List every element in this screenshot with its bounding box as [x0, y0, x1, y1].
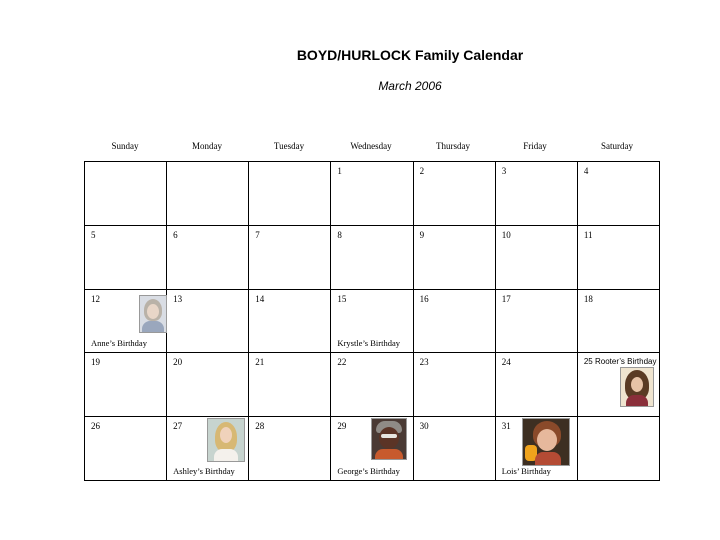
- day-cell: [496, 226, 578, 290]
- weekday-header: [84, 141, 660, 155]
- day-number: 15: [337, 293, 347, 304]
- day-cell: [249, 226, 331, 290]
- day-number: 19: [91, 357, 100, 368]
- day-number: 20: [173, 357, 183, 368]
- weekday-label: Saturday: [601, 141, 633, 151]
- george-photo: [371, 418, 407, 460]
- day-cell: [331, 290, 413, 354]
- day-number: 24: [501, 357, 511, 368]
- day-cell: [414, 353, 496, 417]
- weekday-label: Tuesday: [273, 141, 305, 151]
- day-number: 10: [501, 229, 511, 240]
- day-cell: [578, 290, 660, 354]
- day-cell: [578, 162, 660, 226]
- day-number: 7: [255, 229, 260, 240]
- day-number: 16: [419, 293, 429, 304]
- day-cell: [85, 417, 167, 481]
- weekday-label: Wednesday: [350, 141, 392, 151]
- day-cell: [85, 353, 167, 417]
- day-cell: [578, 417, 660, 481]
- day-number: 12: [91, 293, 100, 304]
- day-number: 28: [255, 421, 265, 432]
- day-cell: [496, 417, 578, 481]
- day-cell: [496, 290, 578, 354]
- weekday-label: Monday: [192, 141, 222, 151]
- birthday-note: Anne’s Birthday: [91, 338, 147, 349]
- day-cell: [496, 353, 578, 417]
- day-cell: [85, 162, 167, 226]
- day-cell: [167, 417, 249, 481]
- calendar-title: BOYD/HURLOCK Family Calendar: [296, 47, 524, 63]
- day-number: 4: [583, 166, 589, 176]
- day-number: 14: [255, 293, 265, 304]
- birthday-note: Ashley’s Birthday: [173, 465, 235, 476]
- day-cell: [167, 162, 249, 226]
- day-cell: [85, 290, 167, 354]
- day-cell: [249, 353, 331, 417]
- day-number: 27: [173, 421, 183, 432]
- day-cell: [249, 290, 331, 354]
- day-number: 26: [91, 421, 100, 432]
- weekday-label: Thursday: [436, 141, 470, 151]
- day-number: 6: [173, 229, 178, 240]
- day-cell: [578, 226, 660, 290]
- lois-photo: [522, 418, 570, 466]
- day-cell: [167, 290, 249, 354]
- day-cell: [85, 226, 167, 290]
- day-cell: [331, 353, 413, 417]
- day-number: 1: [337, 166, 342, 176]
- day-cell: [331, 226, 413, 290]
- day-number: 9: [419, 229, 425, 240]
- rooter-photo: [620, 367, 654, 407]
- weekday-label: Sunday: [111, 141, 139, 151]
- day-cell: [331, 417, 413, 481]
- day-cell: [249, 417, 331, 481]
- month-label: March 2006: [378, 79, 442, 93]
- day-number: 23: [419, 357, 429, 368]
- day-number: 13: [173, 293, 183, 304]
- calendar-grid: [84, 161, 660, 481]
- day-number: 31: [501, 421, 511, 432]
- day-number: 22: [337, 357, 347, 368]
- ashley-photo: [207, 418, 245, 462]
- day-cell: [167, 353, 249, 417]
- day-number: 5: [91, 229, 96, 240]
- day-cell: [414, 162, 496, 226]
- day-cell: [578, 353, 660, 417]
- day-cell: [167, 226, 249, 290]
- day-cell: [496, 162, 578, 226]
- day-number: 29: [337, 421, 347, 432]
- weekday-label: Friday: [523, 141, 547, 151]
- birthday-note: 25 Rooter’s Birthday: [583, 357, 657, 367]
- day-cell: [414, 417, 496, 481]
- day-cell: [414, 226, 496, 290]
- day-number: 17: [501, 293, 511, 304]
- day-number: 2: [419, 166, 425, 176]
- day-cell: [249, 162, 331, 226]
- day-number: 11: [583, 229, 593, 240]
- birthday-note: George’s Birthday: [337, 465, 400, 476]
- day-cell: [414, 290, 496, 354]
- day-number: 3: [501, 166, 507, 176]
- anne-photo: [139, 295, 167, 333]
- day-number: 8: [337, 229, 342, 240]
- birthday-note: Lois’ Birthday: [501, 465, 551, 476]
- day-cell: [331, 162, 413, 226]
- day-number: 18: [583, 293, 593, 304]
- birthday-note: Krystle’s Birthday: [337, 338, 400, 349]
- day-number: 30: [419, 421, 429, 432]
- day-number: 21: [255, 357, 265, 368]
